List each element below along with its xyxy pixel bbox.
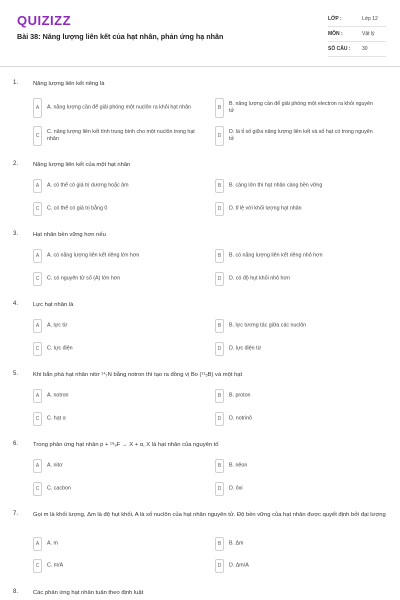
option-text: A. notron [47, 392, 69, 399]
option-letter-box: A [33, 537, 42, 551]
option-letter-box: A [33, 389, 42, 403]
meta-label: LỚP : [328, 16, 342, 22]
option-letter-box: A [33, 319, 42, 333]
option-text: D. ôxi [229, 485, 243, 492]
option-letter-box: C [33, 272, 42, 286]
meta-value: 30 [362, 46, 368, 52]
option-text: A. lực từ [47, 322, 68, 329]
meta-row-count [328, 42, 386, 57]
question-number: 2. [13, 161, 19, 167]
meta-value: Vật lý [362, 31, 375, 37]
option-letter-box: D [215, 482, 224, 496]
option-text: B. năng lượng cần để giải phóng một electron ra khỏi nguyên tử [229, 101, 373, 114]
option-letter-box: A [33, 249, 42, 263]
option-text: C. năng lượng liên kết tính trung bình cho một nuclôn trong hạt nhân [47, 129, 195, 142]
option-letter-box: B [215, 319, 224, 333]
option-text: D. Δm/A [229, 562, 249, 569]
option-text: B. nêon [229, 462, 248, 469]
option-text: C. lực điện [47, 345, 73, 352]
meta-label: SỐ CÂU : [328, 46, 351, 52]
option-text: A. có thể có giá trị dương hoặc âm [47, 182, 129, 189]
option-letter-box: B [215, 179, 224, 193]
meta-row-subject [328, 27, 386, 42]
question-text: Năng lượng liên kết của một hạt nhân [33, 162, 131, 168]
question-number: 1. [13, 80, 19, 86]
question-text: Hạt nhân bền vững hơn nếu [33, 232, 106, 238]
question-text: Lực hạt nhân là [33, 302, 74, 308]
quizizz-logo: QUIZIZZ [17, 13, 72, 28]
option-letter-box: A [33, 459, 42, 473]
question-text: Trong phản ứng hạt nhân p + ¹⁹₉F → X + α, X là hạt nhân của nguyên tố [33, 442, 219, 448]
option-text: D. notrinô [229, 415, 252, 422]
option-letter-box: B [215, 389, 224, 403]
meta-row-class [328, 12, 386, 27]
meta-value: Lớp 12 [362, 16, 378, 22]
option-letter-box: B [215, 537, 224, 551]
option-letter-box: A [33, 179, 42, 193]
option-text: A. m [47, 540, 58, 547]
document-title: Bài 38: Năng lượng liên kết của hạt nhân, phản ứng hạ nhân [17, 32, 224, 41]
question-text: Gọi m là khối lượng, Δm là độ hụt khối, A là số nuclôn của hạt nhân nguyên tử. Độ bền vững của hạt nhân được quyết định bởi đại lượng [33, 512, 386, 518]
option-letter-box: B [215, 459, 224, 473]
option-text: B. Δm [229, 540, 244, 547]
question-text: Năng lượng liên kết riêng là [33, 81, 105, 87]
meta-table [328, 12, 386, 57]
question-number: 7. [13, 511, 19, 517]
question-text: Các phản ứng hạt nhân tuân theo định luật [33, 590, 144, 596]
option-text: A. có năng lượng liên kết riêng lớn hơn [47, 252, 140, 259]
option-text: D. có độ hụt khối nhỏ hơn [229, 275, 290, 282]
question-number: 5. [13, 371, 19, 377]
option-letter-box: C [33, 482, 42, 496]
option-letter-box: D [215, 412, 224, 426]
option-letter-box: D [215, 126, 224, 146]
option-text: D. lực điện từ [229, 345, 262, 352]
option-text: A. năng lượng cần để giải phóng một nuclôn ra khỏi hạt nhân [47, 104, 191, 111]
option-text: B. proton [229, 392, 251, 399]
option-text: C. có nguyên tử số (A) lớn hơn [47, 275, 121, 282]
option-text: C. có thể có giá trị bằng 0 [47, 205, 108, 212]
option-letter-box: D [215, 272, 224, 286]
option-letter-box: B [215, 98, 224, 118]
option-text: D. là tỉ số giữa năng lượng liên kết và số hạt có trong nguyên tử [229, 129, 373, 142]
question-number: 6. [13, 441, 19, 447]
option-text: C. hạt α [47, 415, 66, 422]
option-letter-box: C [33, 559, 42, 573]
option-letter-box: D [215, 202, 224, 216]
option-text: B. lực tương tác giữa các nuclôn [229, 322, 307, 329]
question-number: 3. [13, 231, 19, 237]
option-letter-box: B [215, 249, 224, 263]
header-divider [0, 66, 400, 67]
meta-label: MÔN : [328, 31, 343, 37]
option-letter-box: C [33, 126, 42, 146]
option-text: B. càng lớn thì hạt nhân càng bền vững [229, 182, 323, 189]
option-letter-box: C [33, 202, 42, 216]
option-text: C. m/A [47, 562, 64, 569]
question-text: Khi bắn phá hạt nhân nitơ ¹⁴₇N bằng notron thì tạo ra đồng vị Bo (¹¹₅B) và một hạt [33, 372, 243, 378]
question-number: 4. [13, 301, 19, 307]
option-text: A. nitơ [47, 462, 63, 469]
option-letter-box: D [215, 342, 224, 356]
option-text: C. cacbon [47, 485, 71, 492]
option-letter-box: D [215, 559, 224, 573]
question-number: 8. [13, 589, 19, 595]
option-letter-box: C [33, 412, 42, 426]
document-header [0, 0, 400, 64]
option-letter-box: A [33, 98, 42, 118]
option-text: B. có năng lượng liên kết riêng nhỏ hơn [229, 252, 323, 259]
option-text: D. tỉ lệ với khối lượng hạt nhân [229, 205, 302, 212]
option-letter-box: C [33, 342, 42, 356]
